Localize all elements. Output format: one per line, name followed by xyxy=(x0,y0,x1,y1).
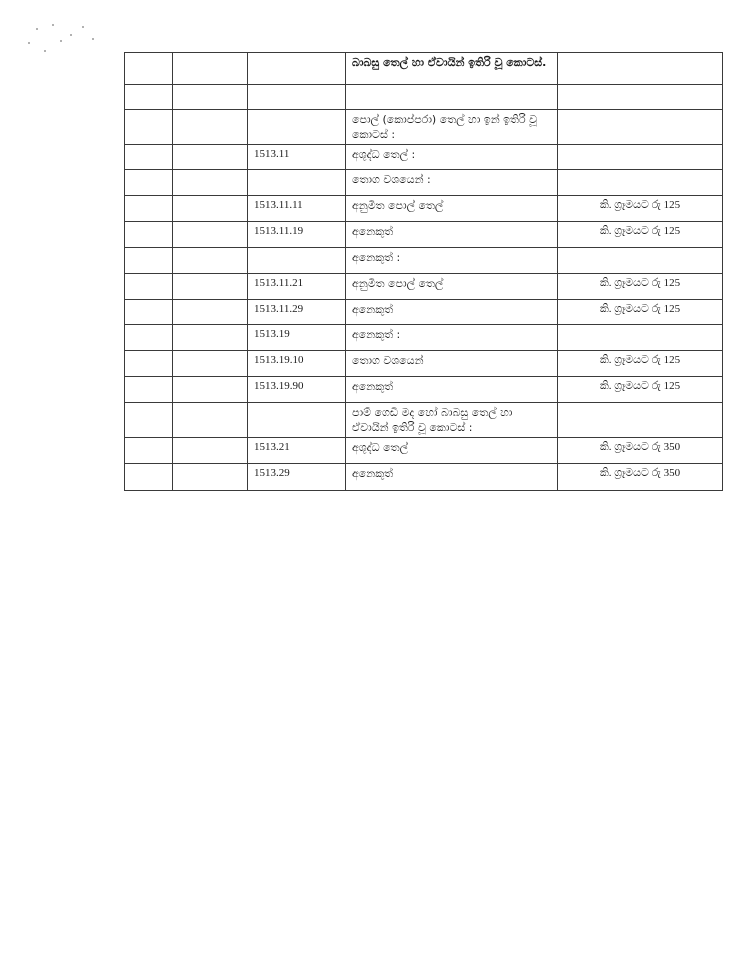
hs-code-cell xyxy=(248,403,346,438)
description-cell: අනුමිත පොල් තෙල් xyxy=(346,196,558,222)
duty-rate-cell xyxy=(558,53,723,85)
blank-cell-1 xyxy=(125,464,173,491)
table-row xyxy=(125,53,723,85)
blank-cell-2 xyxy=(173,170,248,196)
blank-cell-2 xyxy=(173,85,248,110)
table-row xyxy=(125,438,723,464)
blank-cell-2 xyxy=(173,196,248,222)
description-cell: තොග වශයෙන් xyxy=(346,351,558,377)
blank-cell-1 xyxy=(125,403,173,438)
table-row xyxy=(125,464,723,491)
duty-rate-cell: කි. ග්‍රෑමයට රු 125 xyxy=(558,274,723,300)
hs-code-cell xyxy=(248,248,346,274)
blank-cell-1 xyxy=(125,274,173,300)
blank-cell-1 xyxy=(125,300,173,325)
blank-cell-2 xyxy=(173,377,248,403)
description-cell: අනෙකුත් xyxy=(346,377,558,403)
blank-cell-1 xyxy=(125,196,173,222)
hs-code-cell xyxy=(248,170,346,196)
tariff-table-body xyxy=(125,53,723,491)
hs-code-cell: 1513.11.21 xyxy=(248,274,346,300)
hs-code-cell: 1513.19 xyxy=(248,325,346,351)
description-cell: පොල් (කොප්පරා) තෙල් හා ඉන් ඉතිරි වූ කොටස් : xyxy=(346,110,558,145)
description-cell: අනෙකුත් : xyxy=(346,325,558,351)
blank-cell-1 xyxy=(125,351,173,377)
blank-cell-1 xyxy=(125,438,173,464)
description-cell: තොග වශයෙන් : xyxy=(346,170,558,196)
duty-rate-cell: කි. ග්‍රෑමයට රු 125 xyxy=(558,196,723,222)
blank-cell-1 xyxy=(125,377,173,403)
duty-rate-cell xyxy=(558,325,723,351)
table-row xyxy=(125,170,723,196)
blank-cell-2 xyxy=(173,248,248,274)
description-cell: බාබසු තෙල් හා ඒවායින් ඉතිරි වූ කොටස්. xyxy=(346,53,558,85)
blank-cell-1 xyxy=(125,85,173,110)
blank-cell-2 xyxy=(173,53,248,85)
hs-code-cell: 1513.11.19 xyxy=(248,222,346,248)
hs-code-cell: 1513.11.29 xyxy=(248,300,346,325)
blank-cell-2 xyxy=(173,403,248,438)
blank-cell-1 xyxy=(125,222,173,248)
tariff-table xyxy=(124,52,723,491)
duty-rate-cell: කි. ග්‍රෑමයට රු 350 xyxy=(558,438,723,464)
description-cell: පාම් ගෙඩි මද හෝ බාබසු තෙල් හා ඒවායින් ඉතිරි වූ කොටස් : xyxy=(346,403,558,438)
table-row xyxy=(125,248,723,274)
table-row xyxy=(125,377,723,403)
description-cell: අශුද්ධ තෙල් : xyxy=(346,145,558,170)
table-row xyxy=(125,222,723,248)
hs-code-cell: 1513.19.90 xyxy=(248,377,346,403)
duty-rate-cell xyxy=(558,170,723,196)
duty-rate-cell xyxy=(558,403,723,438)
description-cell: අනෙකුත් : xyxy=(346,248,558,274)
description-cell: අනෙකුත් xyxy=(346,300,558,325)
description-cell: අනෙකුත් xyxy=(346,464,558,491)
hs-code-cell xyxy=(248,110,346,145)
description-cell: අනෙකුත් xyxy=(346,222,558,248)
description-cell: අශුද්ධ තෙල් xyxy=(346,438,558,464)
blank-cell-1 xyxy=(125,248,173,274)
blank-cell-2 xyxy=(173,464,248,491)
hs-code-cell: 1513.21 xyxy=(248,438,346,464)
duty-rate-cell: කි. ග්‍රෑමයට රු 350 xyxy=(558,464,723,491)
hs-code-cell xyxy=(248,85,346,110)
hs-code-cell: 1513.11.11 xyxy=(248,196,346,222)
blank-cell-1 xyxy=(125,325,173,351)
table-row xyxy=(125,85,723,110)
scan-specks xyxy=(22,22,102,62)
blank-cell-2 xyxy=(173,300,248,325)
table-row xyxy=(125,145,723,170)
duty-rate-cell: කි. ග්‍රෑමයට රු 125 xyxy=(558,351,723,377)
table-row xyxy=(125,325,723,351)
blank-cell-1 xyxy=(125,170,173,196)
description-cell: අනුමිත පොල් තෙල් xyxy=(346,274,558,300)
table-row xyxy=(125,403,723,438)
blank-cell-2 xyxy=(173,274,248,300)
duty-rate-cell: කි. ග්‍රෑමයට රු 125 xyxy=(558,222,723,248)
duty-rate-cell xyxy=(558,85,723,110)
hs-code-cell: 1513.29 xyxy=(248,464,346,491)
blank-cell-2 xyxy=(173,325,248,351)
blank-cell-2 xyxy=(173,110,248,145)
table-row xyxy=(125,196,723,222)
description-cell xyxy=(346,85,558,110)
duty-rate-cell xyxy=(558,248,723,274)
table-row xyxy=(125,300,723,325)
duty-rate-cell xyxy=(558,145,723,170)
table-row xyxy=(125,351,723,377)
blank-cell-1 xyxy=(125,53,173,85)
hs-code-cell: 1513.19.10 xyxy=(248,351,346,377)
table-row xyxy=(125,110,723,145)
hs-code-cell: 1513.11 xyxy=(248,145,346,170)
duty-rate-cell xyxy=(558,110,723,145)
hs-code-cell xyxy=(248,53,346,85)
blank-cell-1 xyxy=(125,145,173,170)
table-row xyxy=(125,274,723,300)
duty-rate-cell: කි. ග්‍රෑමයට රු 125 xyxy=(558,300,723,325)
duty-rate-cell: කි. ග්‍රෑමයට රු 125 xyxy=(558,377,723,403)
blank-cell-1 xyxy=(125,110,173,145)
blank-cell-2 xyxy=(173,145,248,170)
blank-cell-2 xyxy=(173,222,248,248)
blank-cell-2 xyxy=(173,438,248,464)
blank-cell-2 xyxy=(173,351,248,377)
